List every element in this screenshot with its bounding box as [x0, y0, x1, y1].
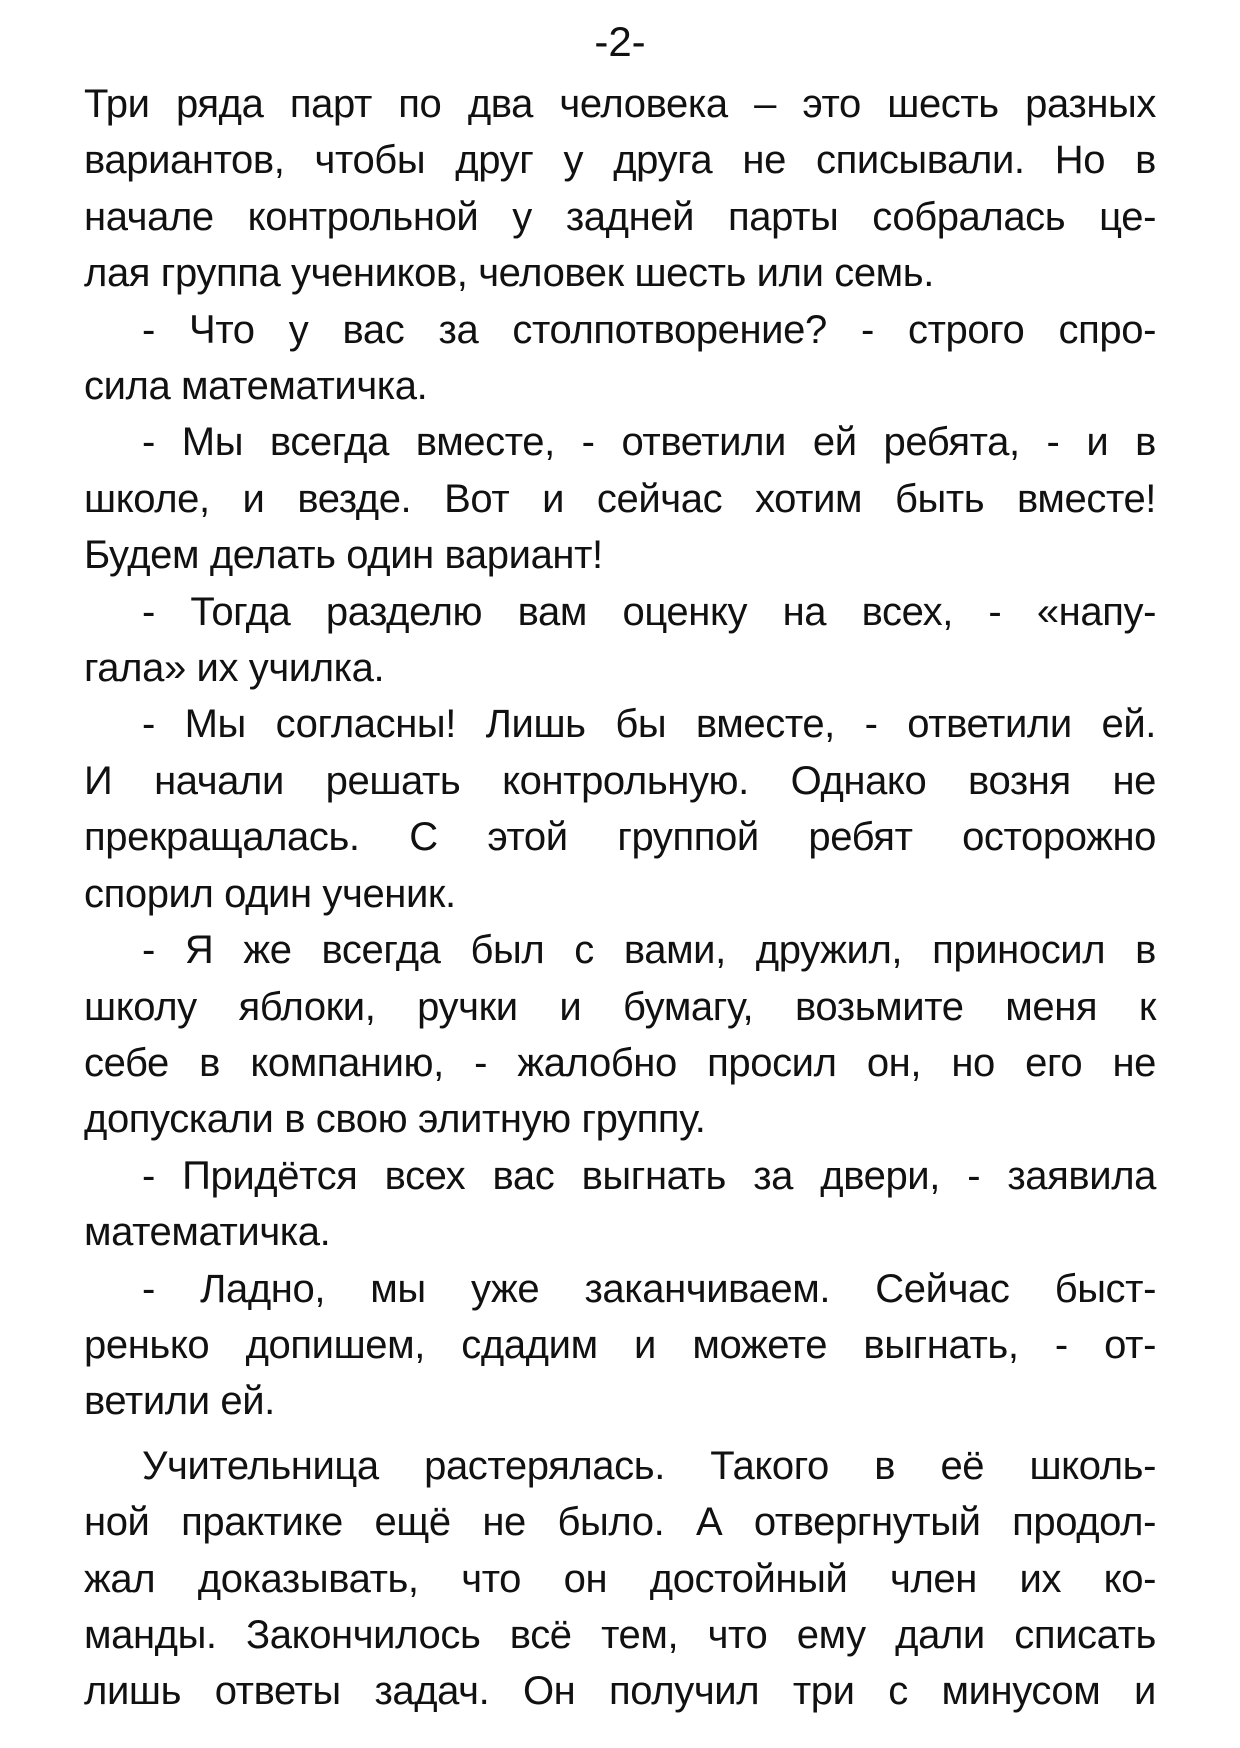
text-line: Будем делать один вариант!: [84, 533, 603, 578]
text-line: математичка.: [84, 1210, 331, 1255]
paragraph: [84, 1148, 1156, 1261]
text-line: - Мы всегда вместе, - ответили ей ребята, - и в: [142, 420, 1156, 465]
paragraph: [84, 1438, 1156, 1720]
text-line: прекращалась. С этой группой ребят осторожно: [84, 815, 1156, 860]
text-line: ренько допишем, сдадим и можете выгнать, - от-: [84, 1322, 1156, 1367]
text-line: - Придётся всех вас выгнать за двери, - заявила: [142, 1153, 1156, 1198]
paragraph: [84, 1261, 1156, 1430]
text-line: спорил один ученик.: [84, 871, 456, 916]
text-line: школе, и везде. Вот и сейчас хотим быть вместе!: [84, 476, 1156, 521]
paragraph: [84, 584, 1156, 697]
paragraph: [84, 696, 1156, 922]
text-line: - Ладно, мы уже заканчиваем. Сейчас быст-: [142, 1266, 1156, 1311]
text-line: себе в компанию, - жалобно просил он, но его не: [84, 1040, 1156, 1085]
text-line: манды. Закончилось всё тем, что ему дали списать: [84, 1612, 1156, 1657]
paragraph: [84, 76, 1156, 302]
paragraph: [84, 414, 1156, 583]
text-line: ветили ей.: [84, 1379, 275, 1424]
page-number: -2-: [594, 18, 646, 65]
text-line: И начали решать контрольную. Однако возня не: [84, 758, 1156, 803]
body-text: [84, 76, 1156, 1720]
text-line: вариантов, чтобы друг у друга не списывали. Но в: [84, 138, 1156, 183]
text-line: лишь ответы задач. Он получил три с минусом и: [84, 1669, 1156, 1714]
text-line: ной практике ещё не было. А отвергнутый продол-: [84, 1500, 1156, 1545]
text-line: лая группа учеников, человек шесть или семь.: [84, 251, 934, 296]
paragraph: [84, 302, 1156, 415]
text-line: начале контрольной у задней парты собралась це-: [84, 194, 1156, 239]
text-line: Три ряда парт по два человека – это шесть разных: [84, 82, 1156, 126]
text-line: школу яблоки, ручки и бумагу, возьмите меня к: [84, 984, 1156, 1029]
paragraph: [84, 922, 1156, 1148]
text-line: допускали в свою элитную группу.: [84, 1097, 706, 1142]
text-line: - Тогда разделю вам оценку на всех, - «напу-: [142, 589, 1156, 634]
text-line: - Мы согласны! Лишь бы вместе, - ответили ей.: [142, 702, 1156, 747]
text-line: жал доказывать, что он достойный член их ко-: [84, 1556, 1156, 1601]
text-line: - Я же всегда был с вами, дружил, приносил в: [142, 928, 1156, 973]
text-line: сила математичка.: [84, 364, 428, 409]
text-line: - Что у вас за столпотворение? - строго спро-: [142, 307, 1156, 352]
text-line: гала» их училка.: [84, 646, 385, 691]
text-line: Учительница растерялась. Такого в её школь-: [142, 1443, 1156, 1488]
